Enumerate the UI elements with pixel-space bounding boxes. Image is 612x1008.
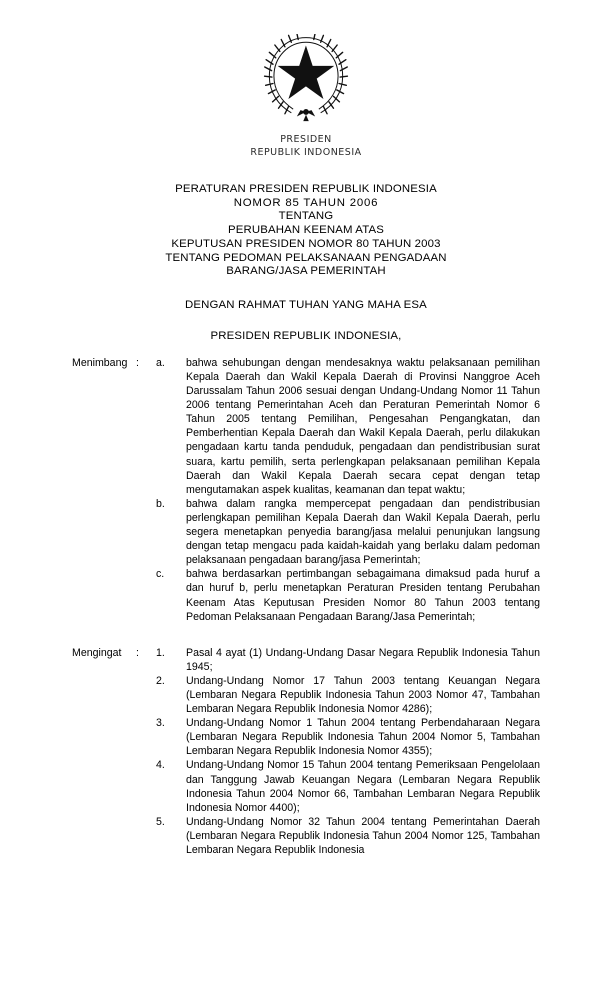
mengingat-text-2: Undang-Undang Nomor 17 Tahun 2003 tentang Keuangan Negara (Lembaran Negara Republik Indonesia Tahun 2003 Nomor 47, Tambahan Lembaran Negara Republik Indonesia Nomor 4286); <box>186 674 540 716</box>
mengingat-marker-2: 2. <box>156 674 165 687</box>
mengingat-text-5: Undang-Undang Nomor 32 Tahun 2004 tentang Pemerintahan Daerah (Lembaran Negara Republik Indonesia Tahun 2004 Nomor 125, Tambahan Lembaran Negara Republik Indonesia <box>186 815 540 857</box>
mengingat-label: Mengingat <box>72 646 122 659</box>
menimbang-section <box>0 356 612 624</box>
title-line-1: PERATURAN PRESIDEN REPUBLIK INDONESIA <box>175 183 437 195</box>
page-title <box>0 183 612 279</box>
mengingat-marker-4: 4. <box>156 759 165 772</box>
title-line-6: TENTANG PEDOMAN PELAKSANAAN PENGADAAN <box>165 251 447 264</box>
emblem-caption-line1: PRESIDEN <box>280 134 332 145</box>
menimbang-colon: : <box>136 356 139 369</box>
blessing-line: DENGAN RAHMAT TUHAN YANG MAHA ESA <box>185 298 427 311</box>
menimbang-label: Menimbang <box>72 356 128 369</box>
title-line-tentang: TENTANG <box>278 210 334 223</box>
title-line-7: BARANG/JASA PEMERINTAH <box>226 265 386 278</box>
title-line-nomor: NOMOR 85 TAHUN 2006 <box>233 196 379 209</box>
mengingat-text-3: Undang-Undang Nomor 1 Tahun 2004 tentang Perbendaharaan Negara (Lembaran Negara Republik Indonesia Tahun 2004 Nomor 5, Tambahan Lembaran Negara Republik Indonesia Nomor 4355); <box>186 717 540 758</box>
mengingat-text-1: Pasal 4 ayat (1) Undang-Undang Dasar Negara Republik Indonesia Tahun 1945; <box>186 646 540 673</box>
menimbang-item-a <box>0 356 612 497</box>
mengingat-colon: : <box>136 646 139 659</box>
emblem-caption <box>0 133 612 159</box>
garuda-star-wreath-emblem-icon <box>260 34 352 122</box>
menimbang-text-c: bahwa berdasarkan pertimbangan sebagaimana dimaksud pada huruf a dan huruf b, perlu menetapkan Peraturan Presiden tentang Perubahan Keenam Atas Keputusan Presiden Nomor 80 Tahun 2003 tentang Pedoman Pelaksanaan Pengadaan Barang/Jasa Pemerintah; <box>186 568 540 623</box>
mengingat-item-4 <box>0 758 612 814</box>
authority-line: PRESIDEN REPUBLIK INDONESIA, <box>210 329 402 342</box>
mengingat-item-2 <box>0 674 612 716</box>
mengingat-marker-1: 1. <box>156 646 165 659</box>
menimbang-marker-a: a. <box>156 356 165 369</box>
menimbang-text-a: bahwa sehubungan dengan mendesaknya waktu pelaksanaan pemilihan Kepala Daerah dan Wakil Kepala Daerah di Provinsi Nanggroe Aceh Darussalam Tahun 2006 sesuai dengan Undang-Undang Nomor 11 Tahun 2006 tentang Pemerintahan Aceh dan Peraturan Pemerintah Nomor 6 Tahun 2005 tentang Pemilihan, Pengesahan Pengangkatan, dan Pemberhentian Kepala Daerah dan Wakil Kepala Daerah, perlu dilakukan pengadaan kartu tanda penduduk, pengadaan dan pendistribusian surat suara, kartu pemilih, serta perlengkapan pelaksanaan pemilihan Kepala Daerah dan Wakil Kepala Daerah secara cepat dengan tetap mengutamakan aspek kualitas, keamanan dan tepat waktu; <box>186 356 540 496</box>
mengingat-marker-5: 5. <box>156 815 165 828</box>
title-line-4: PERUBAHAN KEENAM ATAS <box>228 224 384 237</box>
menimbang-item-c <box>0 567 612 623</box>
title-line-5: KEPUTUSAN PRESIDEN NOMOR 80 TAHUN 2003 <box>171 237 441 250</box>
menimbang-marker-c: c. <box>156 568 165 581</box>
mengingat-section <box>0 646 612 857</box>
mengingat-item-5 <box>0 815 612 857</box>
emblem-caption-line2: REPUBLIK INDONESIA <box>250 147 362 158</box>
mengingat-marker-3: 3. <box>156 717 165 730</box>
menimbang-item-b <box>0 497 612 567</box>
menimbang-marker-b: b. <box>156 497 165 510</box>
menimbang-text-b: bahwa dalam rangka mempercepat pengadaan dan pendistribusian perlengkapan pemilihan Kepala Daerah dan Wakil Kepala Daerah, perlu segera menetapkan penyedia barang/jasa melalui penunjukan langsung dengan tetap mengacu pada kaidah-kaidah yang berlaku dalam pedoman pelaksanaan pengadaan barang/jasa Pemerintah; <box>186 497 540 567</box>
mengingat-item-1 <box>0 646 612 674</box>
mengingat-text-4: Undang-Undang Nomor 15 Tahun 2004 tentang Pemeriksaan Pengelolaan dan Tanggung Jawab Keuangan Negara (Lembaran Negara Republik Indonesia Tahun 2004 Nomor 66, Tambahan Lembaran Negara Republik Indonesia Nomor 4400); <box>186 759 540 814</box>
emblem-container <box>0 0 612 159</box>
mengingat-item-3 <box>0 716 612 758</box>
